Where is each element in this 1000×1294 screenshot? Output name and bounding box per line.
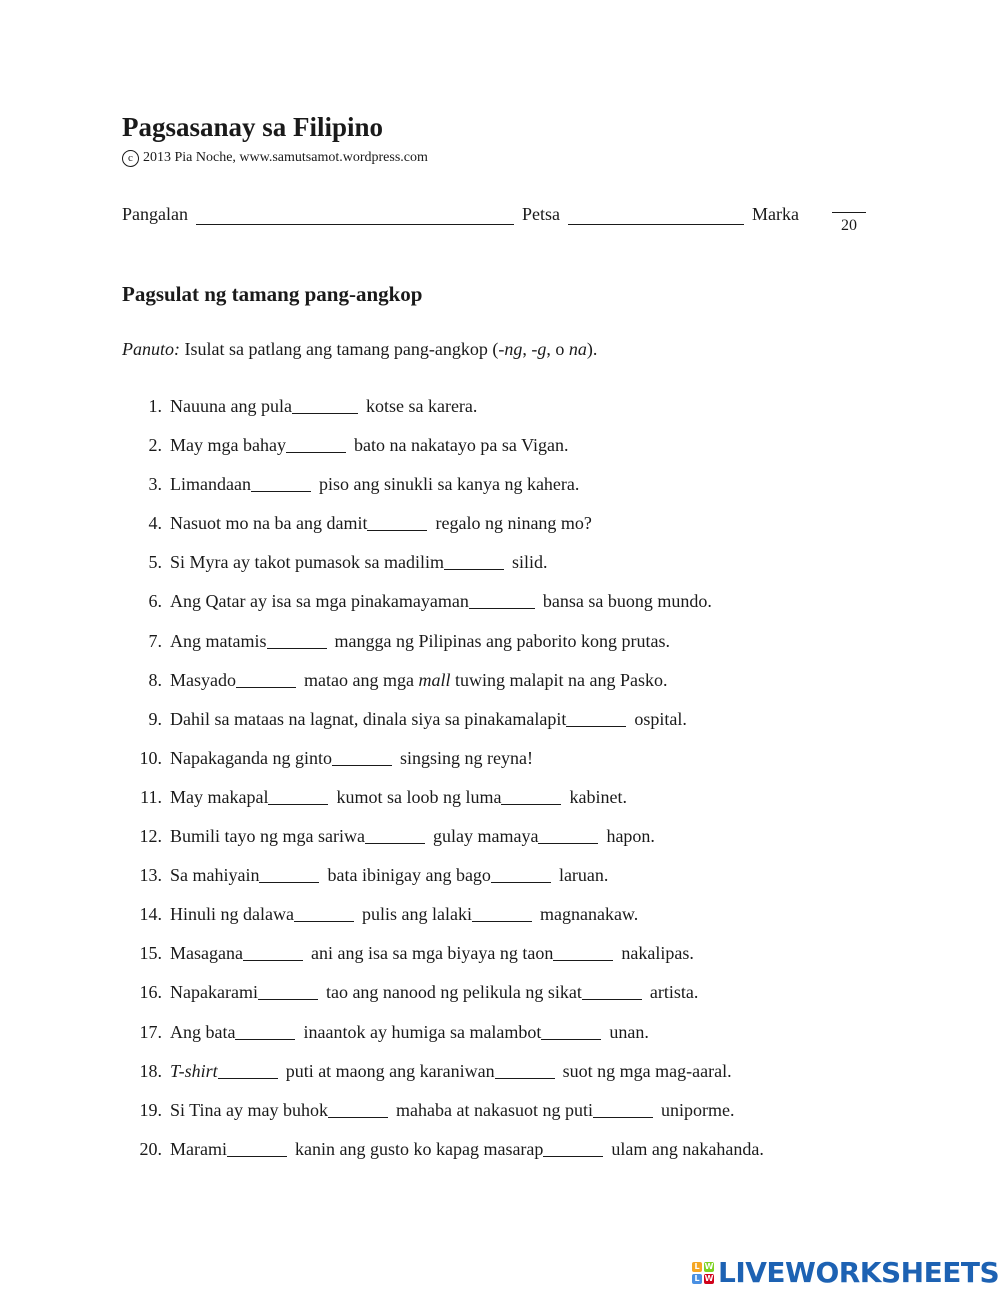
answer-blank[interactable] — [543, 1139, 603, 1157]
item-text: bata ibinigay ang bago — [327, 865, 491, 886]
answer-blank[interactable] — [236, 670, 296, 688]
item-text: Ang Qatar ay isa sa mga pinakamayaman — [170, 591, 469, 612]
name-label: Pangalan — [122, 204, 188, 224]
answer-blank[interactable] — [582, 982, 642, 1000]
answer-blank[interactable] — [367, 513, 427, 531]
item-text: singsing ng reyna! — [399, 747, 533, 768]
answer-blank[interactable] — [501, 787, 561, 805]
item-text-italic: T-shirt — [170, 1060, 218, 1081]
brand-text: LIVEWORKSHEETS — [718, 1256, 1000, 1289]
item-text: ospital. — [634, 708, 687, 729]
item-number: 6. — [148, 591, 162, 612]
answer-blank[interactable] — [566, 709, 626, 727]
answer-blank[interactable] — [444, 552, 504, 570]
marker-g: -g — [531, 339, 547, 359]
item-text: artista. — [649, 982, 699, 1003]
item-text: mangga ng Pilipinas ang paborito kong prutas. — [334, 630, 670, 651]
answer-blank[interactable] — [472, 904, 532, 922]
item-number: 17. — [139, 1021, 162, 1042]
answer-blank[interactable] — [227, 1139, 287, 1157]
item-number: 1. — [148, 396, 162, 416]
item-text: tao ang nanood ng pelikula ng sikat — [325, 982, 582, 1003]
score-total: 20 — [841, 217, 857, 234]
item-text: Ang bata — [170, 1021, 236, 1042]
answer-blank[interactable] — [267, 631, 327, 649]
item-text: magnanakaw. — [539, 904, 639, 925]
answer-blank[interactable] — [286, 435, 346, 453]
instruction-label: Panuto: — [122, 339, 180, 359]
score-box[interactable] — [832, 212, 866, 235]
marker-ng: -ng — [498, 339, 523, 359]
answer-blank[interactable] — [593, 1100, 653, 1118]
item-text: nakalipas. — [621, 943, 694, 964]
list-item — [122, 1022, 764, 1061]
item-text: Si Myra ay takot pumasok sa madilim — [170, 552, 444, 573]
instruction-end: ). — [586, 339, 598, 359]
item-text: bansa sa buong mundo. — [542, 591, 712, 612]
item-text: Ang matamis — [170, 630, 267, 651]
item-number: 14. — [139, 904, 162, 925]
item-text: Dahil sa mataas na lagnat, dinala siya sa pinakamalapit — [170, 708, 567, 729]
item-text: Napakaganda ng ginto — [170, 747, 332, 768]
list-item — [122, 552, 764, 591]
logo-tile: L — [692, 1274, 702, 1284]
item-text: Si Tina ay may buhok — [170, 1099, 329, 1120]
item-text: kumot sa loob ng luma — [336, 786, 502, 807]
answer-blank[interactable] — [491, 865, 551, 883]
item-number: 4. — [148, 513, 162, 534]
answer-blank[interactable] — [541, 1022, 601, 1040]
answer-blank[interactable] — [495, 1061, 555, 1079]
logo-tile: L — [692, 1262, 702, 1272]
item-number: 13. — [139, 865, 162, 886]
item-text: hapon. — [606, 826, 655, 847]
item-number: 2. — [148, 435, 162, 456]
exercise-list — [122, 396, 764, 1178]
score-label: Marka — [751, 204, 799, 224]
item-text: May mga bahay — [170, 435, 286, 456]
answer-blank[interactable] — [258, 982, 318, 1000]
answer-blank[interactable] — [268, 787, 328, 805]
item-text-italic: mall — [418, 669, 451, 690]
item-number: 12. — [139, 826, 162, 847]
logo-tile: W — [704, 1261, 714, 1271]
list-item — [122, 513, 764, 552]
instruction-text: Isulat sa patlang ang tamang pang-angkop ( — [184, 339, 499, 359]
page-title: Pagsasanay sa Filipino — [122, 112, 384, 142]
item-text: inaantok ay humiga sa malambot — [303, 1021, 542, 1042]
item-number: 16. — [139, 982, 162, 1003]
answer-blank[interactable] — [251, 474, 311, 492]
instruction: Panuto: Isulat sa patlang ang tamang pang-angkop (-ng, -g, o na). — [122, 339, 598, 359]
item-number: 3. — [148, 474, 162, 495]
date-field[interactable] — [568, 206, 744, 225]
answer-blank[interactable] — [328, 1100, 388, 1118]
item-number: 20. — [139, 1138, 162, 1159]
item-text: Limandaan — [170, 474, 251, 495]
answer-blank[interactable] — [235, 1022, 295, 1040]
list-item — [122, 709, 764, 748]
item-text: ani ang isa sa mga biyaya ng taon — [310, 943, 554, 964]
list-item — [122, 1100, 764, 1139]
section-title: Pagsulat ng tamang pang-angkop — [122, 282, 423, 306]
name-field[interactable] — [196, 206, 514, 225]
copyright-line — [122, 150, 428, 167]
item-number: 5. — [148, 552, 162, 573]
answer-blank[interactable] — [538, 826, 598, 844]
item-text: laruan. — [558, 865, 609, 886]
answer-blank[interactable] — [469, 591, 535, 609]
liveworksheets-brand[interactable] — [692, 1256, 999, 1289]
list-item — [122, 591, 764, 630]
item-text: Napakarami — [170, 982, 258, 1003]
item-text: pulis ang lalaki — [361, 904, 472, 925]
answer-blank[interactable] — [259, 865, 319, 883]
answer-blank[interactable] — [218, 1061, 278, 1079]
item-text: suot ng mga mag-aaral. — [562, 1060, 732, 1081]
item-text: Sa mahiyain — [170, 865, 260, 886]
item-text: kabinet. — [569, 786, 627, 807]
item-number: 10. — [139, 747, 162, 768]
item-text: tuwing malapit na ang Pasko. — [454, 669, 668, 690]
list-item — [122, 474, 764, 513]
student-info-row — [122, 204, 799, 225]
item-number: 15. — [139, 943, 162, 964]
list-item — [122, 748, 764, 787]
list-item — [122, 826, 764, 865]
list-item — [122, 435, 764, 474]
list-item — [122, 1061, 764, 1100]
marker-or: o — [555, 339, 565, 359]
item-text: mahaba at nakasuot ng puti — [396, 1099, 593, 1120]
list-item — [122, 1139, 764, 1178]
item-text: kanin ang gusto ko kapag masarap — [294, 1138, 544, 1159]
item-text: matao ang mga — [304, 669, 414, 690]
answer-blank[interactable] — [365, 826, 425, 844]
item-text: Hinuli ng dalawa — [170, 904, 294, 925]
answer-blank[interactable] — [243, 943, 303, 961]
item-text: Nasuot mo na ba ang damit — [170, 513, 368, 534]
list-item — [122, 787, 764, 826]
item-number: 9. — [148, 708, 162, 729]
marker-na: na — [568, 339, 587, 359]
item-number: 18. — [139, 1060, 162, 1081]
item-text: silid. — [511, 552, 548, 573]
answer-blank[interactable] — [294, 904, 354, 922]
list-item — [122, 865, 764, 904]
answer-blank[interactable] — [553, 943, 613, 961]
item-text: ulam ang nakahanda. — [611, 1138, 764, 1159]
list-item — [122, 943, 764, 982]
item-text: regalo ng ninang mo? — [435, 513, 592, 534]
item-text: Marami — [170, 1138, 227, 1159]
item-text: gulay mamaya — [432, 826, 539, 847]
item-text: Masagana — [170, 943, 243, 964]
list-item — [122, 631, 764, 670]
date-label: Petsa — [521, 204, 560, 224]
item-number: 19. — [139, 1099, 162, 1120]
item-text: kotse sa karera. — [365, 396, 478, 416]
list-item — [122, 904, 764, 943]
logo-tile: W — [704, 1273, 714, 1283]
answer-blank[interactable] — [292, 396, 358, 414]
item-text: piso ang sinukli sa kanya ng kahera. — [318, 474, 580, 495]
liveworksheets-logo-icon — [692, 1262, 714, 1284]
list-item — [122, 396, 764, 435]
item-text: uniporme. — [660, 1099, 735, 1120]
list-item — [122, 982, 764, 1021]
list-item — [122, 670, 764, 709]
item-text: Masyado — [170, 669, 236, 690]
item-text: Nauuna ang pula — [170, 396, 292, 416]
copyright-text: 2013 Pia Noche, www.samutsamot.wordpress.com — [143, 150, 428, 165]
item-number: 7. — [148, 630, 162, 651]
item-text: May makapal — [170, 786, 269, 807]
item-text: unan. — [609, 1021, 649, 1042]
answer-blank[interactable] — [332, 748, 392, 766]
item-text: bato na nakatayo pa sa Vigan. — [353, 435, 569, 456]
copyright-icon: c — [122, 150, 139, 167]
item-number: 8. — [148, 669, 162, 690]
item-number: 11. — [140, 786, 162, 807]
item-text: puti at maong ang karaniwan — [285, 1060, 495, 1081]
item-text: Bumili tayo ng mga sariwa — [170, 826, 365, 847]
